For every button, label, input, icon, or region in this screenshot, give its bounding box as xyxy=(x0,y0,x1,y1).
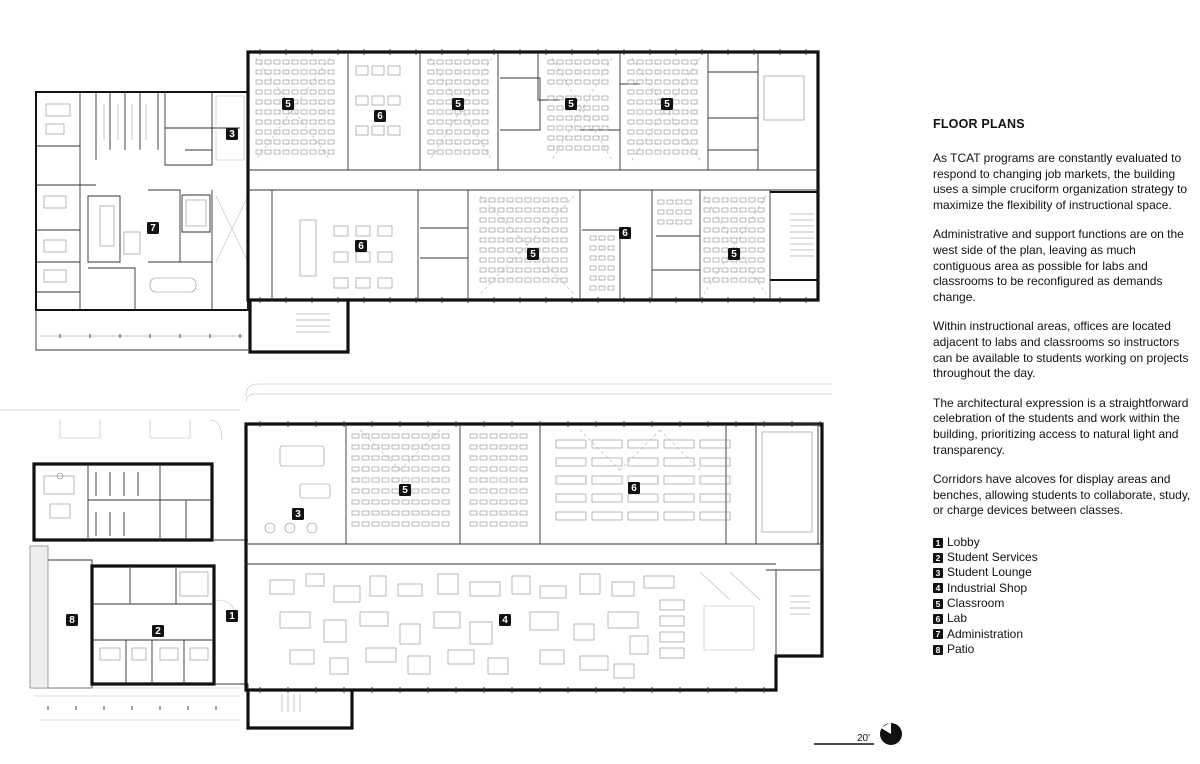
legend-item xyxy=(933,535,1193,550)
svg-text:6: 6 xyxy=(358,241,364,252)
legend-key: 2 xyxy=(933,553,943,563)
room-legend xyxy=(933,535,1193,657)
room-tag xyxy=(152,625,164,637)
room-tag xyxy=(147,222,159,234)
room-tag xyxy=(282,98,294,110)
paragraph-corridors: Corridors have alcoves for display areas and benches, allowing students to collaborate, study, or charge devices between classes. xyxy=(933,472,1191,518)
legend-label: Student Services xyxy=(947,550,1038,565)
legend-item xyxy=(933,611,1193,626)
svg-text:3: 3 xyxy=(295,509,301,520)
legend-key: 3 xyxy=(933,568,943,578)
legend-item xyxy=(933,596,1193,611)
room-tag xyxy=(66,614,78,626)
legend-item xyxy=(933,565,1193,580)
room-tag xyxy=(292,508,304,520)
room-tag xyxy=(565,98,577,110)
room-tag xyxy=(226,128,238,140)
legend-key: 8 xyxy=(933,645,943,655)
room-tag xyxy=(452,98,464,110)
svg-text:5: 5 xyxy=(731,249,737,260)
north-arrow-icon xyxy=(880,722,902,745)
legend-key: 6 xyxy=(933,614,943,624)
description-panel xyxy=(933,117,1193,657)
paragraph-offices: Within instructional areas, offices are located adjacent to labs and classrooms so instructors can be available to students working on projects throughout the day. xyxy=(933,319,1189,381)
legend-item xyxy=(933,642,1193,657)
room-tag xyxy=(628,482,640,494)
room-tag xyxy=(661,98,673,110)
legend-label: Student Lounge xyxy=(947,565,1032,580)
room-tag xyxy=(619,227,631,239)
paragraph-flexibility: As TCAT programs are constantly evaluated to respond to changing job markets, the building uses a simple cruciform organization strategy to maximize the flexibility of instructional space. xyxy=(933,151,1188,212)
svg-text:5: 5 xyxy=(455,99,461,110)
legend-item xyxy=(933,627,1193,642)
svg-text:5: 5 xyxy=(402,485,408,496)
legend-key: 7 xyxy=(933,629,943,639)
legend-label: Patio xyxy=(947,641,975,656)
legend-key: 1 xyxy=(933,538,943,548)
legend-label: Industrial Shop xyxy=(947,580,1028,595)
room-tags xyxy=(66,98,740,637)
room-tag xyxy=(499,614,511,626)
legend-item xyxy=(933,581,1193,596)
svg-text:6: 6 xyxy=(631,483,637,494)
legend-label: Lab xyxy=(947,611,968,626)
svg-text:7: 7 xyxy=(150,223,156,234)
room-tag xyxy=(728,248,740,260)
paragraph-admin: Administrative and support functions are on the west side of the plan, leaving as much contiguous area as possible for labs and classrooms to be reconfigured as demands change. xyxy=(933,227,1184,304)
svg-text:5: 5 xyxy=(530,249,536,260)
svg-text:2: 2 xyxy=(155,626,161,637)
room-tag xyxy=(226,610,238,622)
svg-text:4: 4 xyxy=(502,615,508,626)
room-tag xyxy=(399,484,411,496)
upper-floor-plan xyxy=(36,49,818,352)
room-tag xyxy=(355,240,367,252)
svg-text:5: 5 xyxy=(285,99,291,110)
svg-text:5: 5 xyxy=(568,99,574,110)
svg-text:5: 5 xyxy=(664,99,670,110)
legend-label: Classroom xyxy=(947,596,1005,611)
legend-label: Lobby xyxy=(947,534,980,549)
svg-text:6: 6 xyxy=(622,228,628,239)
svg-text:6: 6 xyxy=(377,111,383,122)
legend-key: 5 xyxy=(933,599,943,609)
room-tag xyxy=(527,248,539,260)
panel-title: FLOOR PLANS xyxy=(933,117,1025,131)
legend-label: Administration xyxy=(947,626,1024,641)
svg-text:1: 1 xyxy=(229,611,235,622)
svg-text:3: 3 xyxy=(229,129,235,140)
legend-item xyxy=(933,550,1193,565)
legend-key: 4 xyxy=(933,583,943,593)
lower-floor-plan xyxy=(0,384,832,730)
scale-bar xyxy=(814,733,874,744)
scale-label: 20' xyxy=(857,733,871,744)
paragraph-expression: The architectural expression is a straightforward celebration of the students and work within the building, prioritizing access to natural light and transparency. xyxy=(933,395,1189,457)
svg-text:8: 8 xyxy=(69,615,75,626)
room-tag xyxy=(374,110,386,122)
